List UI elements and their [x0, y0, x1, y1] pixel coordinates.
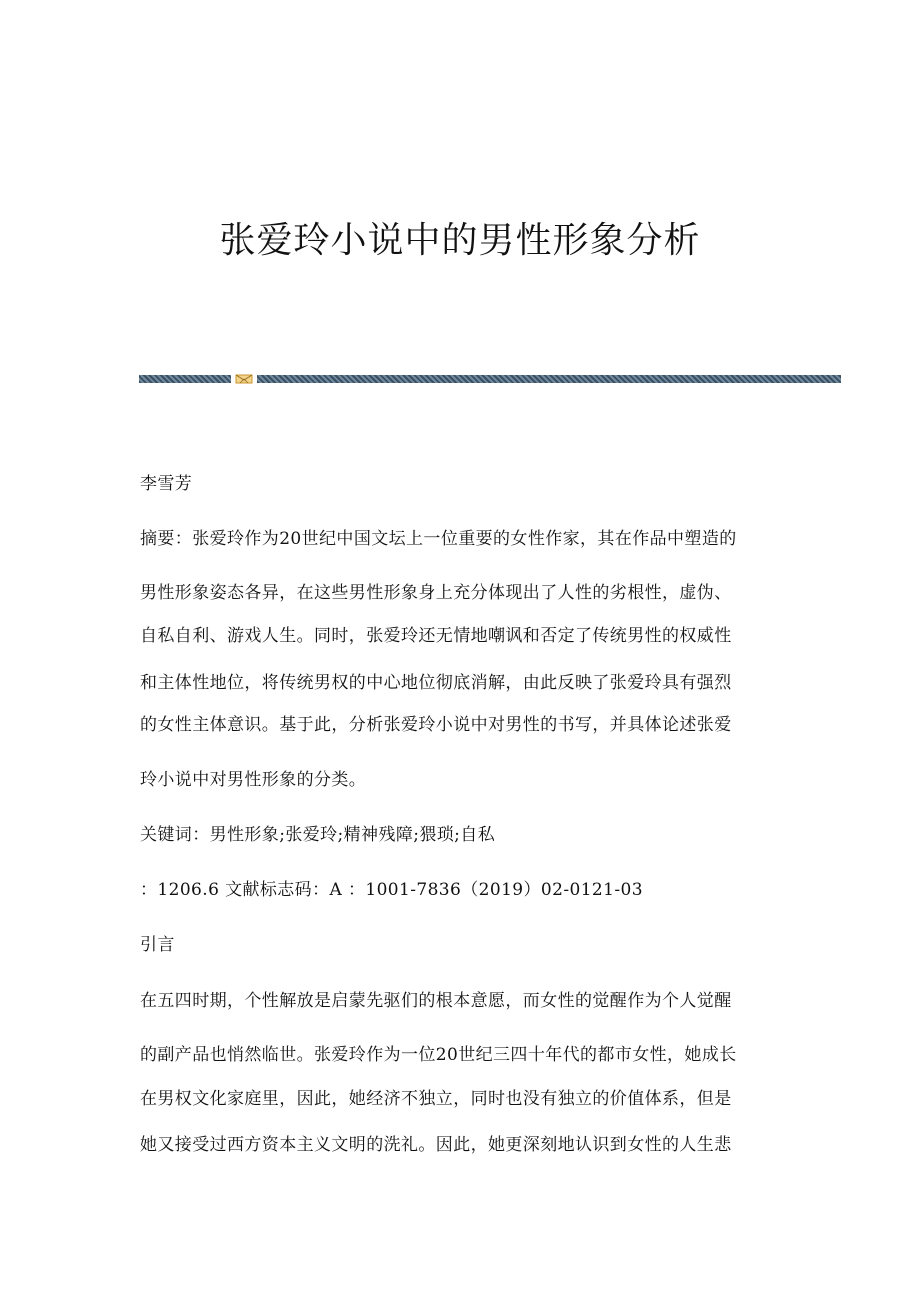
divider-bar-left: [139, 375, 231, 383]
intro-line: 的副产品也悄然临世。张爱玲作为一位20世纪三四十年代的都市女性，她成长: [140, 1045, 737, 1065]
divider-bar-right: [257, 375, 841, 383]
keywords: 关键词：男性形象;张爱玲;精神残障;猥琐;自私: [140, 825, 496, 845]
intro-line: 她又接受过西方资本主义文明的洗礼。因此，她更深刻地认识到女性的人生悲: [140, 1135, 732, 1155]
classification-codes: ：1206.6 文献标志码：A ：1001-7836（2019）02-0121-03: [140, 880, 643, 900]
title-divider: [139, 374, 841, 384]
abstract-line: 和主体性地位，将传统男权的中心地位彻底消解，由此反映了张爱玲具有强烈: [140, 673, 732, 693]
intro-line: 在男权文化家庭里，因此，她经济不独立，同时也没有独立的价值体系，但是: [140, 1089, 732, 1109]
abstract-line: 摘要：张爱玲作为20世纪中国文坛上一位重要的女性作家，其在作品中塑造的: [140, 529, 737, 549]
section-heading: 引言: [140, 935, 175, 955]
abstract-line: 玲小说中对男性形象的分类。: [140, 770, 367, 790]
abstract-line: 男性形象姿态各异，在这些男性形象身上充分体现出了人性的劣根性，虚伪、: [140, 583, 732, 603]
intro-line: 在五四时期，个性解放是启蒙先驱们的根本意愿，而女性的觉醒作为个人觉醒: [140, 991, 732, 1011]
abstract-line: 的女性主体意识。基于此，分析张爱玲小说中对男性的书写，并具体论述张爱: [140, 715, 732, 735]
abstract-line: 自私自利、游戏人生。同时，张爱玲还无情地嘲讽和否定了传统男性的权威性: [140, 626, 732, 646]
author-name: 李雪芳: [140, 474, 193, 494]
ornament-icon: [235, 373, 253, 385]
paper-title: 张爱玲小说中的男性形象分析: [219, 220, 701, 261]
